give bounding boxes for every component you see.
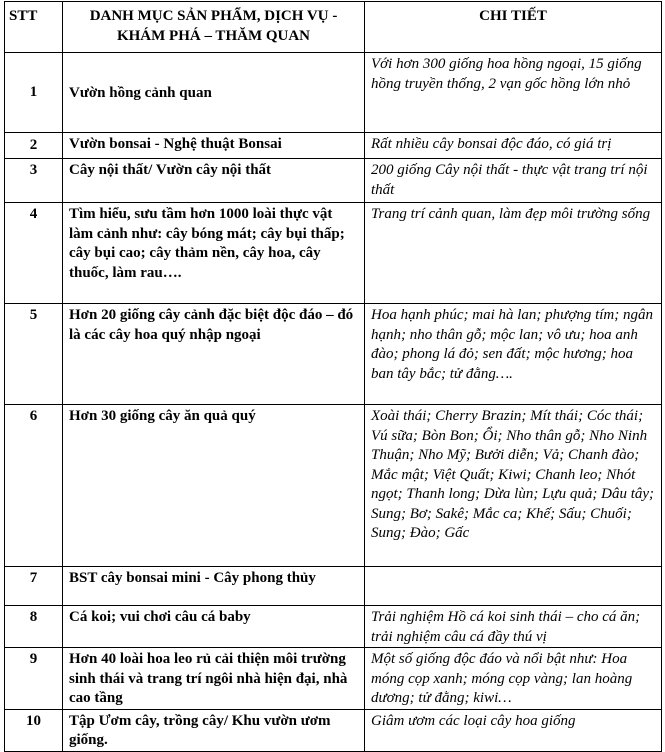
- row-name: Vườn bonsai - Nghệ thuật Bonsai: [63, 133, 365, 159]
- row-detail: Trang trí cảnh quan, làm đẹp môi trường sống: [365, 203, 662, 304]
- row-detail: Hoa hạnh phúc; mai hà lan; phượng tím; ngân hạnh; nho thân gỗ; mộc lan; vô ưu; hoa anh đào; phong lá đỏ; sen đất; mộc hương; hoa ban tây bắc; tử đằng….: [365, 304, 662, 405]
- row-number: 3: [5, 159, 63, 203]
- row-name: Hơn 20 giống cây cảnh đặc biệt độc đáo – đó là các cây hoa quý nhập ngoại: [63, 304, 365, 405]
- table-row: [5, 567, 662, 606]
- row-number: 4: [5, 203, 63, 304]
- header-stt: STT: [5, 2, 63, 53]
- row-number: 1: [5, 53, 63, 133]
- row-number: 2: [5, 133, 63, 159]
- row-detail: Xoài thái; Cherry Brazin; Mít thái; Cóc thái; Vú sữa; Bòn Bon; Ổi; Nho thân gỗ; Nho Ninh Thuận; Nho Mỹ; Bưởi diễn; Vả; Chanh đào; Mắc mật; Việt Quất; Kiwi; Chanh leo; Nhót ngọt; Thanh long; Dừa lùn; Lựu quả; Dâu tây; Sung; Bơ; Sakê; Mắc ca; Khế; Sấu; Chuối; Sung; Đào; Gấc: [365, 405, 662, 567]
- table-row: [5, 709, 662, 751]
- table-row: [5, 159, 662, 203]
- row-detail: Với hơn 300 giống hoa hồng ngoại, 15 giống hồng truyền thống, 2 vạn gốc hồng lớn nhỏ: [365, 53, 662, 133]
- row-number: 6: [5, 405, 63, 567]
- row-name: Hơn 30 giống cây ăn quả quý: [63, 405, 365, 567]
- row-detail: [365, 567, 662, 606]
- row-name: Tập Ươm cây, trồng cây/ Khu vườn ươm giống.: [63, 709, 365, 751]
- table-row: [5, 648, 662, 710]
- row-name: BST cây bonsai mini - Cây phong thủy: [63, 567, 365, 606]
- row-detail: Trải nghiệm Hồ cá koi sinh thái – cho cá ăn; trải nghiệm câu cá đầy thú vị: [365, 606, 662, 648]
- product-service-table: [4, 1, 662, 752]
- table-header-row: [5, 2, 662, 53]
- table-row: [5, 304, 662, 405]
- table-row: [5, 606, 662, 648]
- row-name: Vườn hồng cảnh quan: [63, 53, 365, 133]
- row-detail: Rất nhiều cây bonsai độc đáo, có giá trị: [365, 133, 662, 159]
- row-number: 5: [5, 304, 63, 405]
- row-detail: 200 giống Cây nội thất - thực vật trang trí nội thất: [365, 159, 662, 203]
- row-number: 7: [5, 567, 63, 606]
- row-name: Cây nội thất/ Vườn cây nội thất: [63, 159, 365, 203]
- row-name: Cá koi; vui chơi câu cá baby: [63, 606, 365, 648]
- row-number: 8: [5, 606, 63, 648]
- row-detail: Giâm ươm các loại cây hoa giống: [365, 709, 662, 751]
- row-number: 10: [5, 709, 63, 751]
- table-row: [5, 133, 662, 159]
- table-row: [5, 203, 662, 304]
- header-detail: CHI TIẾT: [365, 2, 662, 53]
- table-row: [5, 405, 662, 567]
- row-name: Tìm hiểu, sưu tầm hơn 1000 loài thực vật làm cảnh như: cây bóng mát; cây bụi thấp; cây bụi cao; cây thảm nền, cây hoa, cây thuốc, làm rau….: [63, 203, 365, 304]
- header-category: DANH MỤC SẢN PHẨM, DỊCH VỤ - KHÁM PHÁ – THĂM QUAN: [63, 2, 365, 53]
- row-name: Hơn 40 loài hoa leo rủ cải thiện môi trường sinh thái và trang trí ngôi nhà hiện đại, nhà cao tầng: [63, 648, 365, 710]
- row-number: 9: [5, 648, 63, 710]
- row-detail: Một số giống độc đáo và nổi bật như: Hoa móng cọp xanh; móng cọp vàng; lan hoàng dương; tử đằng; kiwi…: [365, 648, 662, 710]
- table-row: [5, 53, 662, 133]
